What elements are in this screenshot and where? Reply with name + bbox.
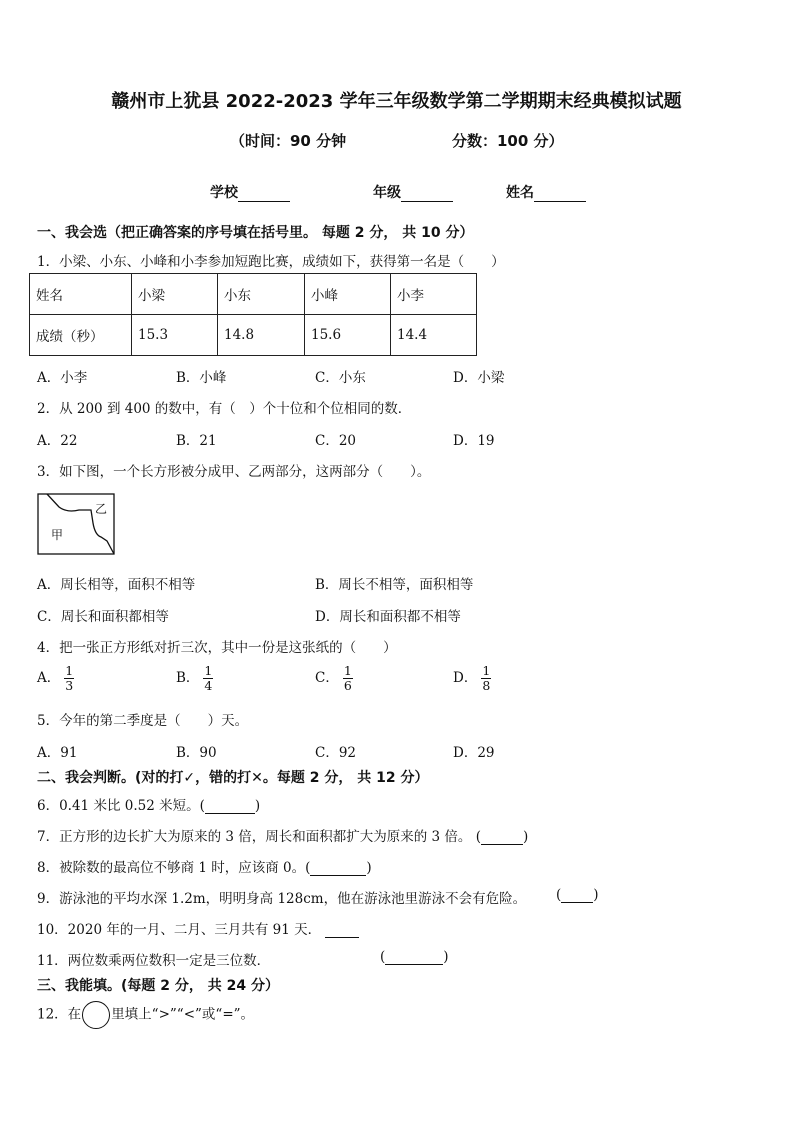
q5-option-c[interactable]: C．92	[315, 745, 357, 761]
table-row	[30, 315, 477, 356]
table-cell: 14.4	[391, 315, 477, 356]
grade-field[interactable]	[373, 182, 453, 202]
q3-option-b[interactable]: B．周长不相等，面积相等	[315, 577, 474, 593]
q5-option-b[interactable]: B．90	[176, 745, 217, 761]
fraction	[64, 664, 74, 693]
table-cell: 小东	[218, 274, 305, 315]
exam-score: 分数：100 分）	[452, 132, 564, 150]
q3-option-a[interactable]: A．周长相等，面积不相等	[37, 577, 196, 593]
answer-blank[interactable]	[385, 952, 443, 965]
name-label: 姓名	[506, 185, 534, 201]
q3-option-d[interactable]: D．周长和面积都不相等	[315, 609, 461, 625]
question-text: 6．0.41 米比 0.52 米短。(	[37, 798, 205, 814]
q5-option-a[interactable]: A．91	[37, 745, 78, 761]
question-4: 4．把一张正方形纸对折三次，其中一份是这张纸的（ ）	[37, 640, 397, 656]
q1-option-d[interactable]: D．小梁	[453, 370, 505, 386]
question-11-answer	[380, 949, 449, 965]
question-11: 11．两位数乘两位数积一定是三位数．	[37, 953, 271, 969]
fraction-numerator: 1	[204, 663, 213, 678]
option-letter: A．	[37, 670, 61, 686]
table-cell: 15.6	[305, 315, 391, 356]
q3-option-c[interactable]: C．周长和面积都相等	[37, 609, 169, 625]
q1-option-c[interactable]: C．小东	[315, 370, 366, 386]
q2-option-d[interactable]: D．19	[453, 433, 495, 449]
fraction-denominator: 8	[482, 678, 491, 693]
paren-close: )	[366, 860, 372, 876]
q4-option-a[interactable]	[37, 664, 74, 693]
q2-option-a[interactable]: A．22	[37, 433, 78, 449]
table-cell: 成绩（秒）	[30, 315, 132, 356]
q4-option-b[interactable]	[176, 664, 213, 693]
paren-close: )	[443, 949, 449, 965]
fraction-denominator: 3	[65, 678, 74, 693]
question-7	[37, 825, 528, 845]
option-letter: D．	[453, 670, 478, 686]
paren-close: )	[593, 887, 599, 903]
answer-blank[interactable]	[310, 863, 366, 876]
question-9: 9．游泳池的平均水深 1.2m，明明身高 128cm，他在游泳池里游泳不会有危险。	[37, 891, 527, 907]
question-1: 1．小梁、小东、小峰和小李参加短跑比赛，成绩如下，获得第一名是（ ）	[37, 254, 505, 270]
school-blank[interactable]	[238, 187, 290, 202]
table-cell: 姓名	[30, 274, 132, 315]
fraction-denominator: 4	[204, 678, 213, 693]
question-text: 8．被除数的最高位不够商 1 时，应该商 0。(	[37, 860, 311, 876]
option-letter: C．	[315, 670, 339, 686]
school-field[interactable]	[210, 182, 290, 202]
q5-option-d[interactable]: D．29	[453, 745, 495, 761]
section-1-heading: 一、我会选（把正确答案的序号填在括号里。 每题 2 分， 共 10 分）	[37, 225, 474, 241]
question-12	[37, 1001, 254, 1029]
exam-time: （时间：90 分钟	[230, 132, 347, 150]
table-cell: 15.3	[132, 315, 218, 356]
question-5: 5．今年的第二季度是（ ）天。	[37, 713, 249, 729]
answer-blank[interactable]	[205, 801, 255, 814]
question-6	[37, 794, 260, 814]
grade-label: 年级	[373, 185, 401, 201]
paren-open: (	[380, 949, 386, 965]
table-row	[30, 274, 477, 315]
question-9-answer	[556, 887, 599, 903]
table-cell: 小梁	[132, 274, 218, 315]
q4-option-c[interactable]	[315, 664, 353, 693]
grade-blank[interactable]	[401, 187, 453, 202]
paren-open: (	[556, 887, 562, 903]
table-cell: 小李	[391, 274, 477, 315]
page-title: 赣州市上犹县 2022-2023 学年三年级数学第二学期期末经典模拟试题	[111, 91, 682, 112]
school-label: 学校	[210, 185, 238, 201]
q2-option-b[interactable]: B．21	[176, 433, 217, 449]
q1-option-a[interactable]: A．小李	[37, 370, 88, 386]
question-text: 10．2020 年的一月、二月、三月共有 91 天．	[37, 922, 322, 938]
name-field[interactable]	[506, 182, 586, 202]
name-blank[interactable]	[534, 187, 586, 202]
answer-blank[interactable]	[481, 832, 523, 845]
circle-blank-icon	[82, 1001, 110, 1029]
question-8	[37, 856, 372, 876]
question-10	[37, 918, 359, 938]
figure-label-yi: 乙	[95, 502, 108, 516]
question-text: 7．正方形的边长扩大为原来的 3 倍，周长和面积都扩大为原来的 3 倍。 (	[37, 829, 481, 845]
fraction	[203, 664, 213, 693]
paren-close: )	[254, 798, 261, 814]
table-cell: 14.8	[218, 315, 305, 356]
figure-label-jia: 甲	[51, 528, 64, 542]
fraction	[343, 664, 353, 693]
section-2-heading: 二、我会判断。(对的打✓，错的打✕。每题 2 分， 共 12 分）	[37, 770, 429, 786]
answer-blank[interactable]	[325, 925, 359, 938]
table-cell: 小峰	[305, 274, 391, 315]
question-3: 3．如下图，一个长方形被分成甲、乙两部分，这两部分（ ）。	[37, 464, 431, 480]
option-letter: B．	[176, 670, 200, 686]
fraction	[481, 664, 491, 693]
divided-rectangle-figure	[37, 493, 117, 557]
question-2: 2．从 200 到 400 的数中，有（ ）个十位和个位相同的数．	[37, 401, 412, 417]
answer-blank[interactable]	[561, 890, 593, 903]
fraction-numerator: 1	[65, 663, 74, 678]
race-results-table	[29, 273, 477, 356]
paren-close: )	[523, 829, 529, 845]
q4-option-d[interactable]	[453, 664, 491, 693]
fraction-denominator: 6	[343, 678, 352, 693]
question-text: 里填上“>”“<”或“=”。	[111, 1006, 255, 1023]
fraction-numerator: 1	[343, 663, 352, 678]
section-3-heading: 三、我能填。(每题 2 分， 共 24 分）	[37, 978, 279, 994]
q2-option-c[interactable]: C．20	[315, 433, 357, 449]
q1-option-b[interactable]: B．小峰	[176, 370, 227, 386]
fraction-numerator: 1	[482, 663, 491, 678]
question-text: 12．在	[37, 1006, 82, 1023]
